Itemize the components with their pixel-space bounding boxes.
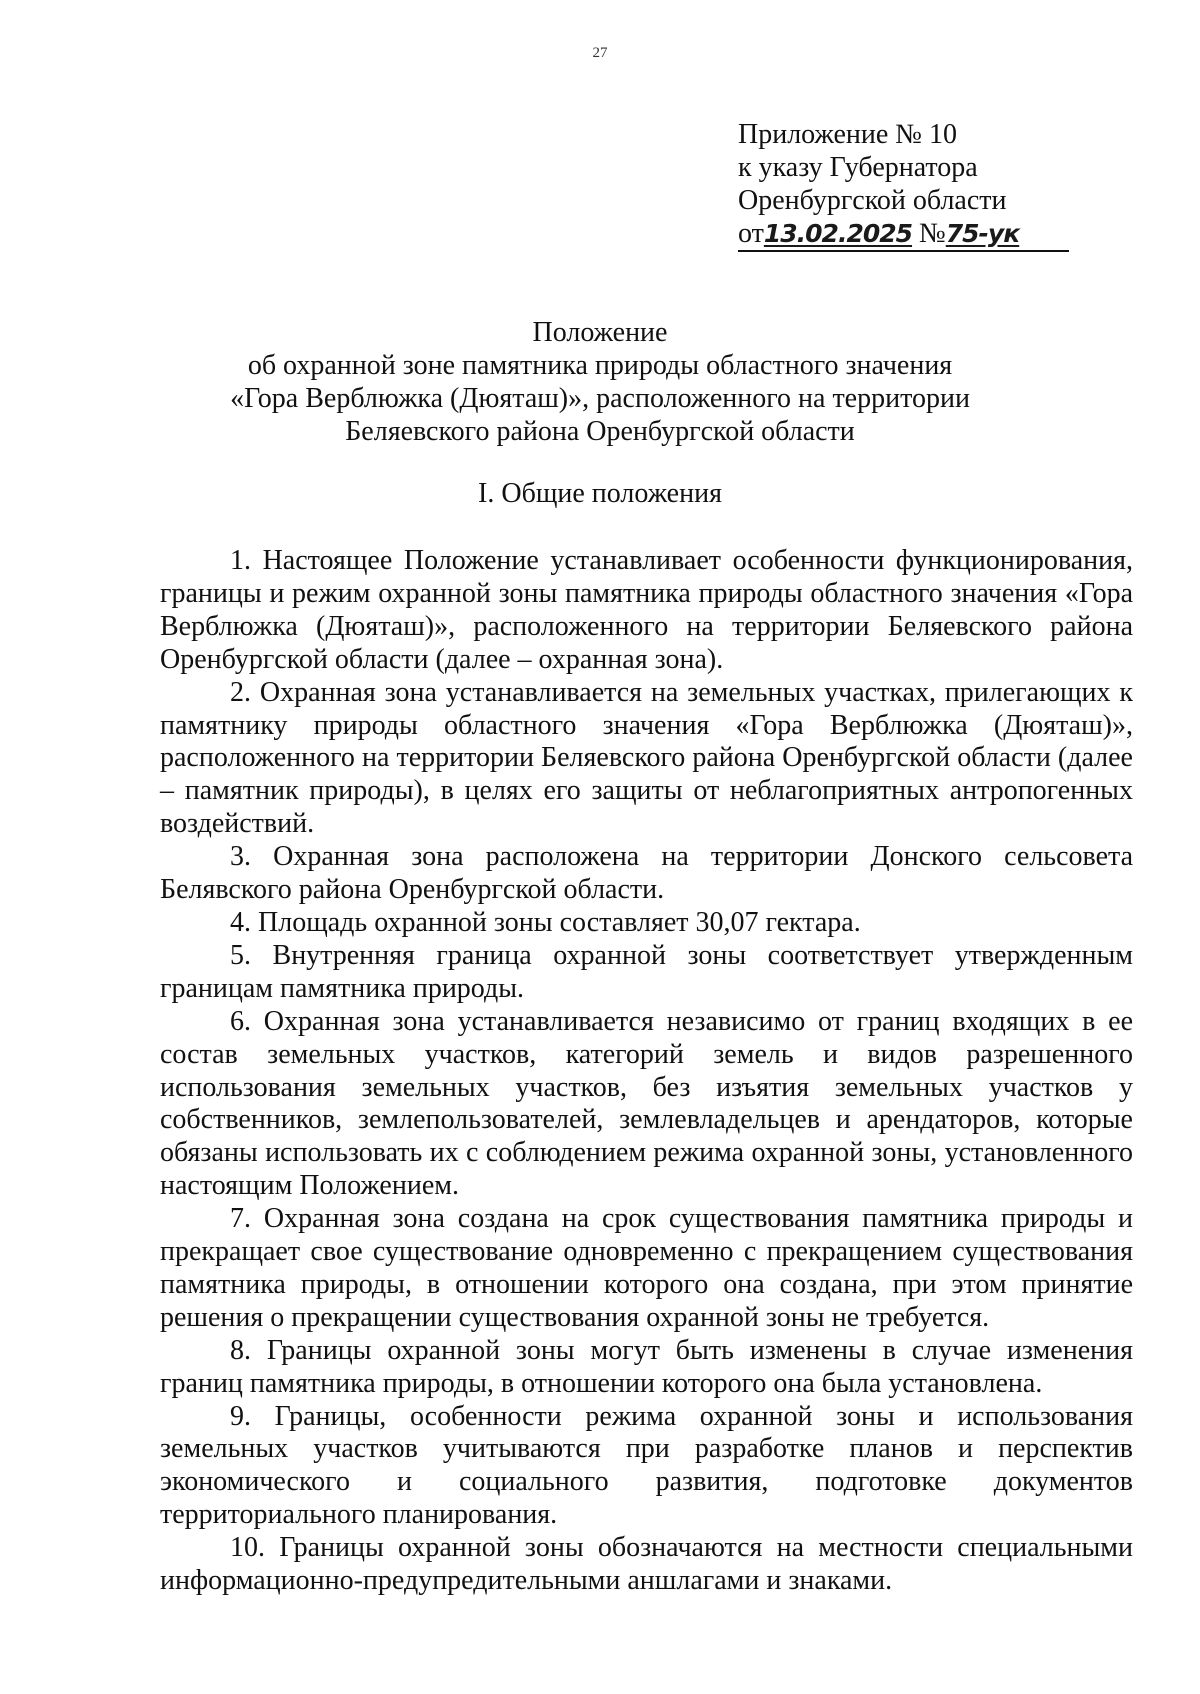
paragraph: 10. Границы охранной зоны обозначаются на местности специальными информационно-предупредительными аншлагами и знаками. — [160, 1532, 1133, 1597]
annex-date-line — [738, 217, 1019, 250]
handwritten-date: 13.02.2025 — [763, 219, 913, 248]
handwritten-number: 75-ук — [945, 219, 1020, 248]
title-line-4: Беляевского района Оренбургской области — [345, 416, 855, 447]
paragraph: 1. Настоящее Положение устанавливает особенности функционирования, границы и режим охранной зоны памятника природы областного значения «Гора Верблюжка (Дюяташ)», расположенного на территории Беляевского района Оренбургской области (далее – охранная зона). — [160, 545, 1133, 675]
section-heading: I. Общие положения — [478, 478, 722, 509]
number-prefix: № — [919, 218, 946, 249]
annex-region: Оренбургской области — [738, 185, 1007, 216]
paragraph: 7. Охранная зона создана на срок существования памятника природы и прекращает свое существование одновременно с прекращением существования памятника природы, в отношении которого она создана, при этом принятие решения о прекращении существования охранной зоны не требуется. — [160, 1203, 1133, 1333]
paragraph: 4. Площадь охранной зоны составляет 30,07 гектара. — [230, 906, 861, 938]
paragraph: 2. Охранная зона устанавливается на земельных участках, прилегающих к памятнику природы областного значения «Гора Верблюжка (Дюяташ)», расположенного на территории Беляевского района Оренбургской области (далее – памятник природы), в целях его защиты от неблагоприятных антропогенных воздействий. — [160, 676, 1133, 840]
annex-header — [738, 118, 1019, 250]
document-title — [150, 316, 1050, 448]
title-line-2: об охранной зоне памятника природы областного значения — [247, 350, 953, 381]
title-line-1: Положение — [532, 317, 668, 348]
page-number: 27 — [592, 45, 608, 61]
paragraph: 9. Границы, особенности режима охранной зоны и использования земельных участков учитываются при разработке планов и перспектив экономического и социального развития, подготовке документов территориального планирования. — [160, 1400, 1133, 1531]
paragraph: 5. Внутренняя граница охранной зоны соответствует утвержденным границам памятника природы. — [160, 939, 1133, 1004]
title-line-3: «Гора Верблюжка (Дюяташ)», расположенного на территории — [230, 383, 970, 414]
paragraph: 6. Охранная зона устанавливается независимо от границ входящих в ее состав земельных участков, категорий земель и видов разрешенного использования земельных участков, без изъятия земельных участков у собственников, землепользователей, землевладельцев и арендаторов, которые обязаны использовать их с соблюдением режима охранной зоны, установленного настоящим Положением. — [160, 1005, 1133, 1202]
paragraph: 8. Границы охранной зоны могут быть изменены в случае изменения границ памятника природы, в отношении которого она была установлена. — [160, 1334, 1133, 1399]
signature-underline — [738, 250, 1069, 252]
annex-number: Приложение № 10 — [738, 119, 957, 150]
document-body — [160, 545, 1133, 1598]
paragraph: 3. Охранная зона расположена на территории Донского сельсовета Белявского района Оренбургской области. — [160, 841, 1133, 906]
date-prefix: от — [738, 218, 764, 249]
annex-decree: к указу Губернатора — [738, 152, 978, 183]
